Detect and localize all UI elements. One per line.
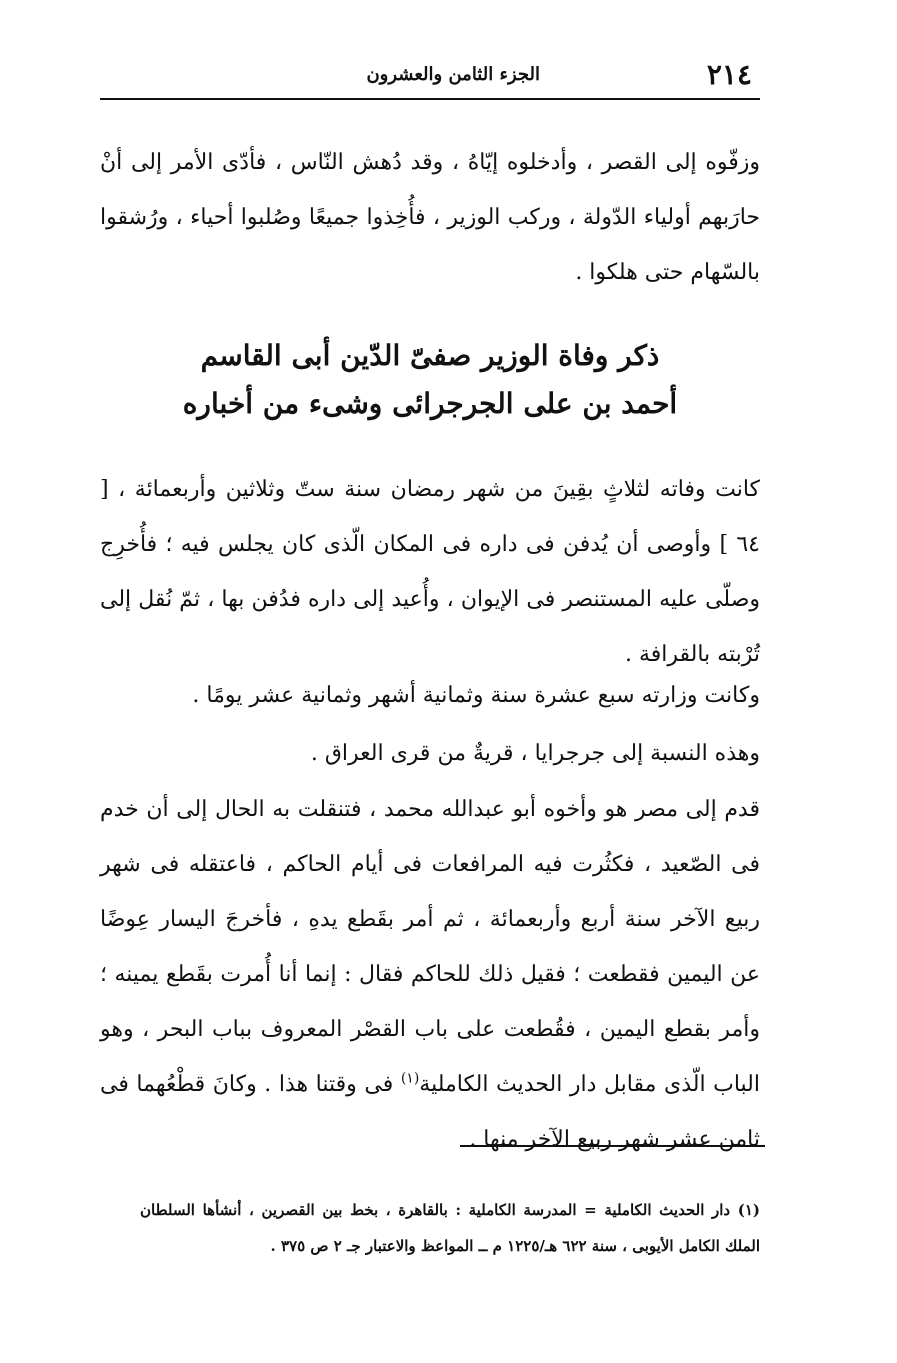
body-paragraph-4 bbox=[100, 782, 760, 1167]
header-rule bbox=[100, 98, 760, 100]
footnote-rule bbox=[460, 1145, 765, 1147]
body-paragraph-3: وهذه النسبة إلى جرجرايا ، قريةٌ من قرى العراق . bbox=[310, 741, 760, 766]
section-heading-line-2: أحمد بن على الجرجرائى وشىء من أخباره bbox=[182, 387, 678, 420]
section-heading-line-1: ذكر وفاة الوزير صفىّ الدّين أبى القاسم bbox=[200, 339, 660, 372]
body-paragraph-4-text: قدم إلى مصر هو وأخوه أبو عبدالله محمد ، فتنقلت به الحال إلى أن خدم فى الصّعيد ، فكثُرت فيه المرافعات فى أيام الحاكم ، فاعتقله فى شهر ربيع الآخر سنة أربع وأربعمائة ، ثم أمر بقَطع يدهِ ، فأخرجَ اليسار عِوضًا عن اليمين فقطعت ؛ فقيل ذلك للحاكم فقال : إنما أنا أُمرت بقَطع يمينه ؛ وأمر بقطع اليمين ، فقُطعت على باب القصْر المعروف بباب البحر ، وهو الباب الّذى مقابل دار الحديث الكاملية bbox=[100, 797, 761, 1097]
footnote: (١) دار الحديث الكاملية = المدرسة الكاملية : بالقاهرة ، بخط بين القصرين ، أنشأها السلطان الملك الكامل الأيوبى ، سنة ٦٢٢ هـ/١٢٢٥ م ــ المواعظ والاعتبار جـ ٢ ص ٣٧٥ . bbox=[140, 1201, 760, 1255]
intro-paragraph: وزفّوه إلى القصر ، وأدخلوه إيّاهُ ، وقد دُهش النّاس ، فأدّى الأمر إلى أنْ حارَبهم أولياء الدّولة ، وركب الوزير ، فأُخِذوا جميعًا وصُلبوا أحياء ، ورُشقوا بالسّهام حتى هلكوا . bbox=[100, 150, 760, 285]
body-paragraph-4-tail: فى وقتنا هذا . وكانَ قطْعُهما فى ثامن عشر شهر ربيع الآخر منها . bbox=[100, 1072, 760, 1152]
body-paragraph-1: كانت وفاته لثلاثٍ بقِينَ من شهر رمضان سنة ستّ وثلاثين وأربعمائة ، [ ٦٤ ] وأوصى أن يُدفن فى داره فى المكان الّذى كان يجلس فيه ؛ فأُخرِج وصلّى عليه المستنصر فى الإيوان ، وأُعيد إلى داره فدُفن بها ، ثمّ نُقل إلى تُرْبته بالقرافة . bbox=[100, 477, 760, 667]
footnote-reference[interactable]: (١) bbox=[400, 1070, 420, 1087]
body-paragraph-2: وكانت وزارته سبع عشرة سنة وثمانية أشهر وثمانية عشر يومًا . bbox=[192, 683, 760, 708]
section-heading bbox=[140, 332, 720, 428]
page-number: ٢١٤ bbox=[706, 58, 752, 91]
running-head bbox=[100, 50, 760, 100]
volume-title: الجزء الثامن والعشرون bbox=[366, 64, 540, 85]
